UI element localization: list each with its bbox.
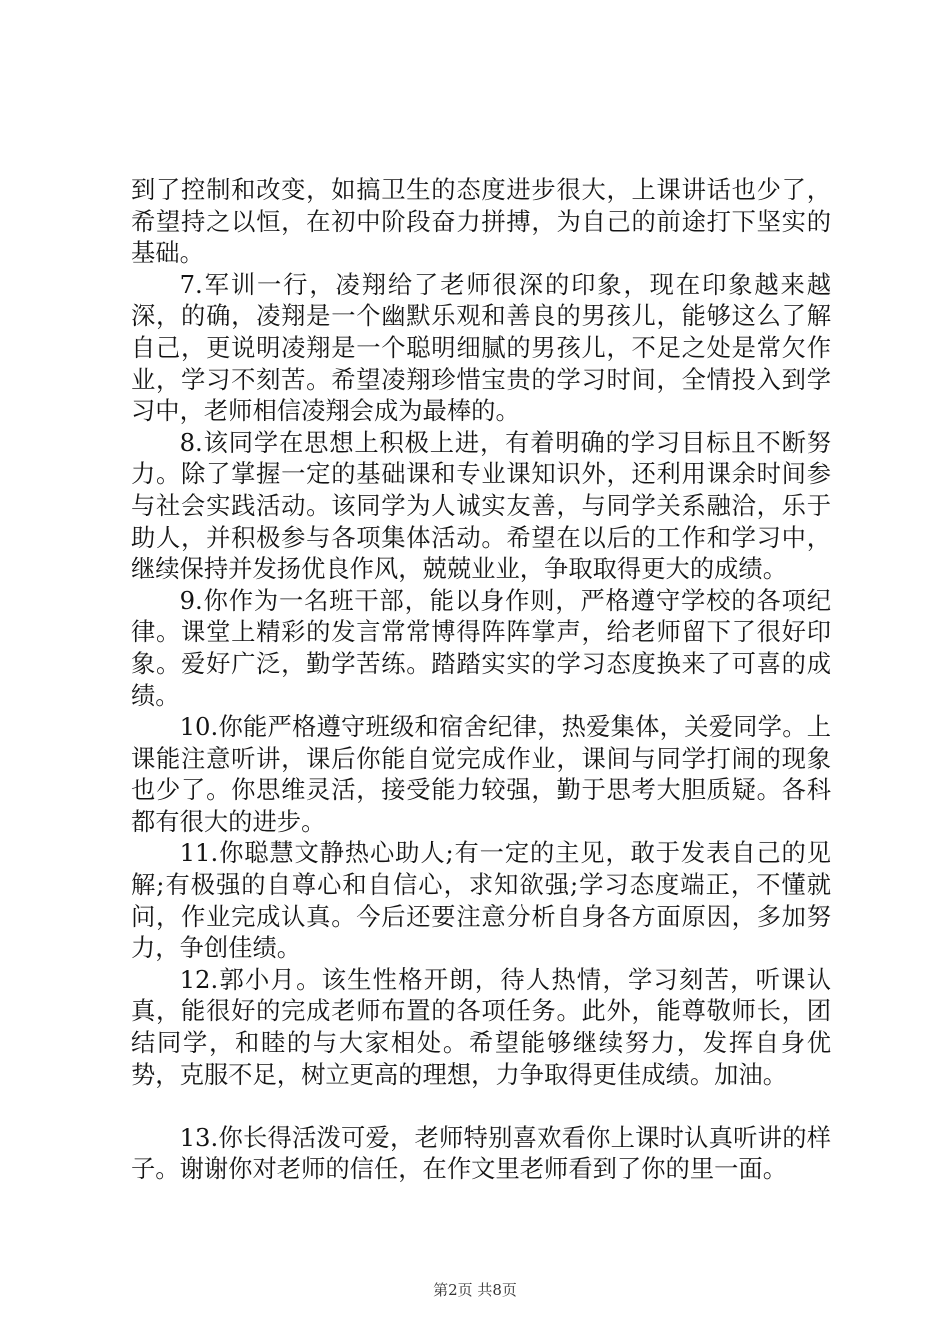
paragraph-12: 12.郭小月。该生性格开朗，待人热情，学习刻苦，听课认真，能很好的完成老师布置的各项任务。此外，能尊敬师长，团结同学，和睦的与大家相处。希望能够继续努力，发挥自身优势，克服不足，树立更高的理想，力争取得更佳成绩。加油。	[131, 964, 831, 1089]
paragraph-10: 10.你能严格遵守班级和宿舍纪律，热爱集体，关爱同学。上课能注意听讲，课后你能自觉完成作业，课间与同学打闹的现象也少了。你思维灵活，接受能力较强，勤于思考大胆质疑。各科都有很大的进步。	[131, 712, 831, 836]
paragraph-8: 8.该同学在思想上积极上进，有着明确的学习目标且不断努力。除了掌握一定的基础课和专业课知识外，还利用课余时间参与社会实践活动。该同学为人诚实友善，与同学关系融洽，乐于助人，并积极参与各项集体活动。希望在以后的工作和学习中，继续保持并发扬优良作风，兢兢业业，争取取得更大的成绩。	[131, 427, 831, 584]
paragraph-gap	[131, 1090, 831, 1122]
paragraph-7: 7.军训一行，凌翔给了老师很深的印象，现在印象越来越深，的确，凌翔是一个幽默乐观和善良的男孩儿，能够这么了解自己，更说明凌翔是一个聪明细腻的男孩儿，不足之处是常欠作业，学习不刻苦。希望凌翔珍惜宝贵的学习时间，全情投入到学习中，老师相信凌翔会成为最棒的。	[131, 269, 831, 426]
paragraph-9: 9.你作为一名班干部，能以身作则，严格遵守学校的各项纪律。课堂上精彩的发言常常博得阵阵掌声，给老师留下了很好印象。爱好广泛，勤学苦练。踏踏实实的学习态度换来了可喜的成绩。	[131, 585, 831, 710]
page-number-footer: 第2页 共8页	[433, 1281, 517, 1299]
document-body	[131, 174, 831, 1185]
paragraph-continuation: 到了控制和改变，如搞卫生的态度进步很大，上课讲话也少了，希望持之以恒，在初中阶段奋力拼搏，为自己的前途打下坚实的基础。	[131, 175, 831, 268]
paragraph-13: 13.你长得活泼可爱，老师特别喜欢看你上课时认真听讲的样子。谢谢你对老师的信任，在作文里老师看到了你的里一面。	[131, 1122, 831, 1184]
paragraph-11: 11.你聪慧文静热心助人;有一定的主见，敢于发表自己的见解;有极强的自尊心和自信心，求知欲强;学习态度端正，不懂就问，作业完成认真。今后还要注意分析自身各方面原因，多加努力，争创佳绩。	[131, 838, 831, 963]
